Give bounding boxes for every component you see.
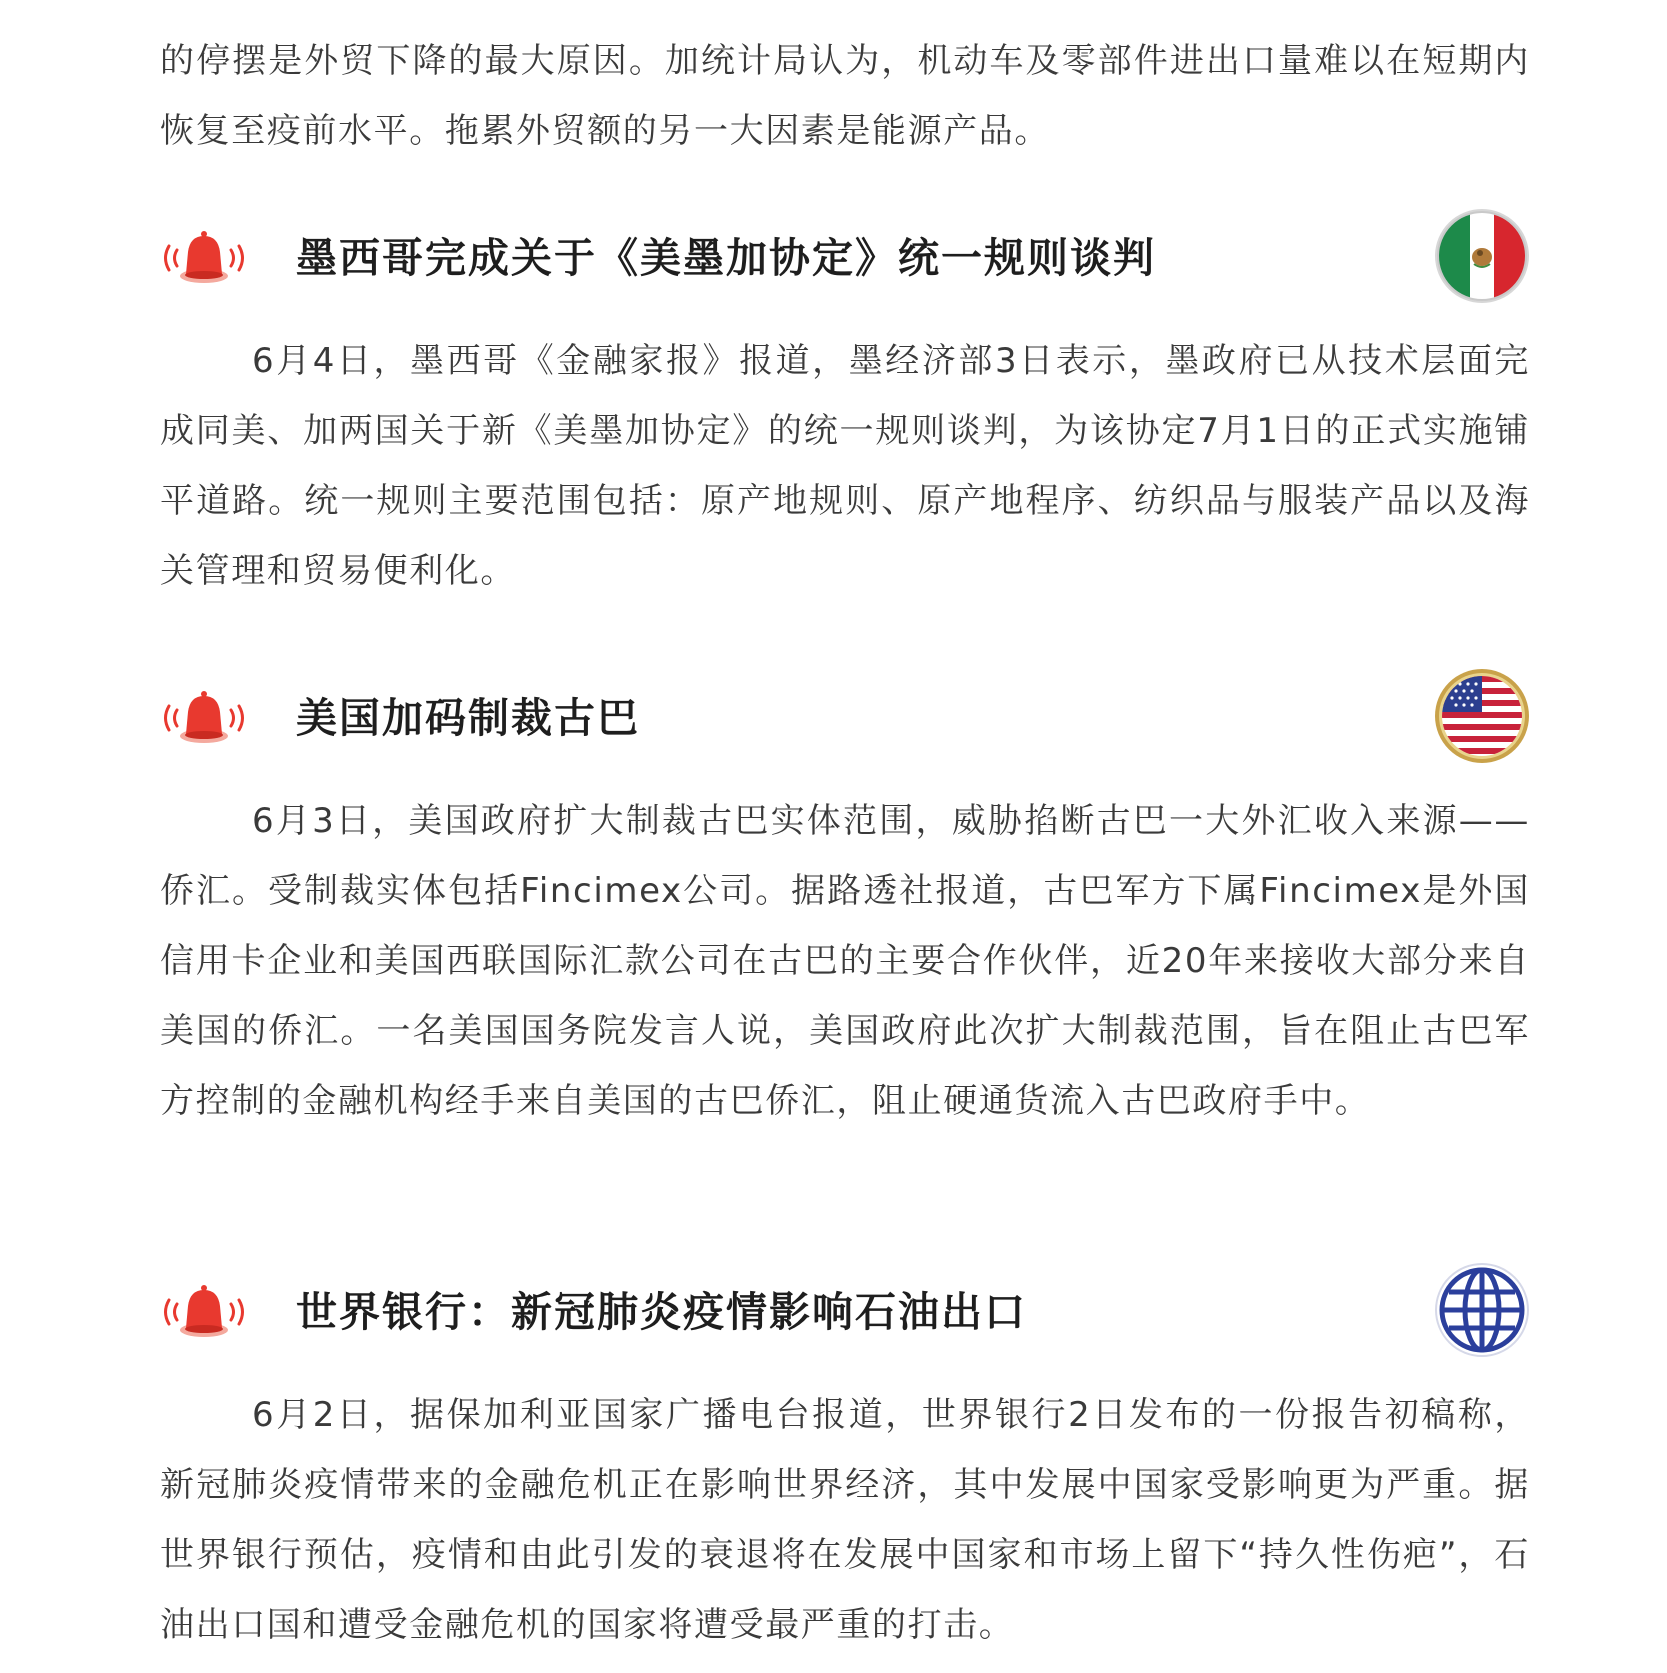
mexico-flag-icon [1434,208,1530,304]
usa-flag-icon [1434,668,1530,764]
intro-paragraph: 的停摆是外贸下降的最大原因。加统计局认为，机动车及零部件进出口量难以在短期内恢复至疫前水平。拖累外贸额的另一大因素是能源产品。 [160,41,1530,151]
section-title: 墨西哥完成关于《美墨加协定》统一规则谈判 [296,234,1156,282]
section-header-mexico [156,208,1530,308]
alarm-bell-icon [156,228,252,288]
alarm-bell-icon [156,1282,252,1342]
section-header-usa [156,668,1530,768]
section-body-mexico: 6月4日，墨西哥《金融家报》报道，墨经济部3日表示，墨政府已从技术层面完成同美、加两国关于新《美墨加协定》的统一规则谈判，为该协定7月1日的正式实施铺平道路。统一规则主要范围包括：原产地规则、原产地程序、纺织品与服装产品以及海关管理和贸易便利化。 [160,341,1530,591]
alarm-bell-icon [156,688,252,748]
section-title: 美国加码制裁古巴 [296,694,640,742]
section-body-usa: 6月3日，美国政府扩大制裁古巴实体范围，威胁掐断古巴一大外汇收入来源——侨汇。受制裁实体包括Fincimex公司。据路透社报道，古巴军方下属Fincimex是外国信用卡企业和美国西联国际汇款公司在古巴的主要合作伙伴，近20年来接收大部分来自美国的侨汇。一名美国国务院发言人说，美国政府此次扩大制裁范围，旨在阻止古巴军方控制的金融机构经手来自美国的古巴侨汇，阻止硬通货流入古巴政府手中。 [160,801,1530,1121]
section-body-world-bank: 6月2日，据保加利亚国家广播电台报道，世界银行2日发布的一份报告初稿称，新冠肺炎疫情带来的金融危机正在影响世界经济，其中发展中国家受影响更为严重。据世界银行预估，疫情和由此引发的衰退将在发展中国家和市场上留下“持久性伤疤”，石油出口国和遭受金融危机的国家将遭受最严重的打击。 [160,1395,1530,1645]
section-header-world-bank [156,1262,1530,1362]
section-title: 世界银行：新冠肺炎疫情影响石油出口 [296,1288,1027,1336]
globe-icon [1434,1262,1530,1358]
